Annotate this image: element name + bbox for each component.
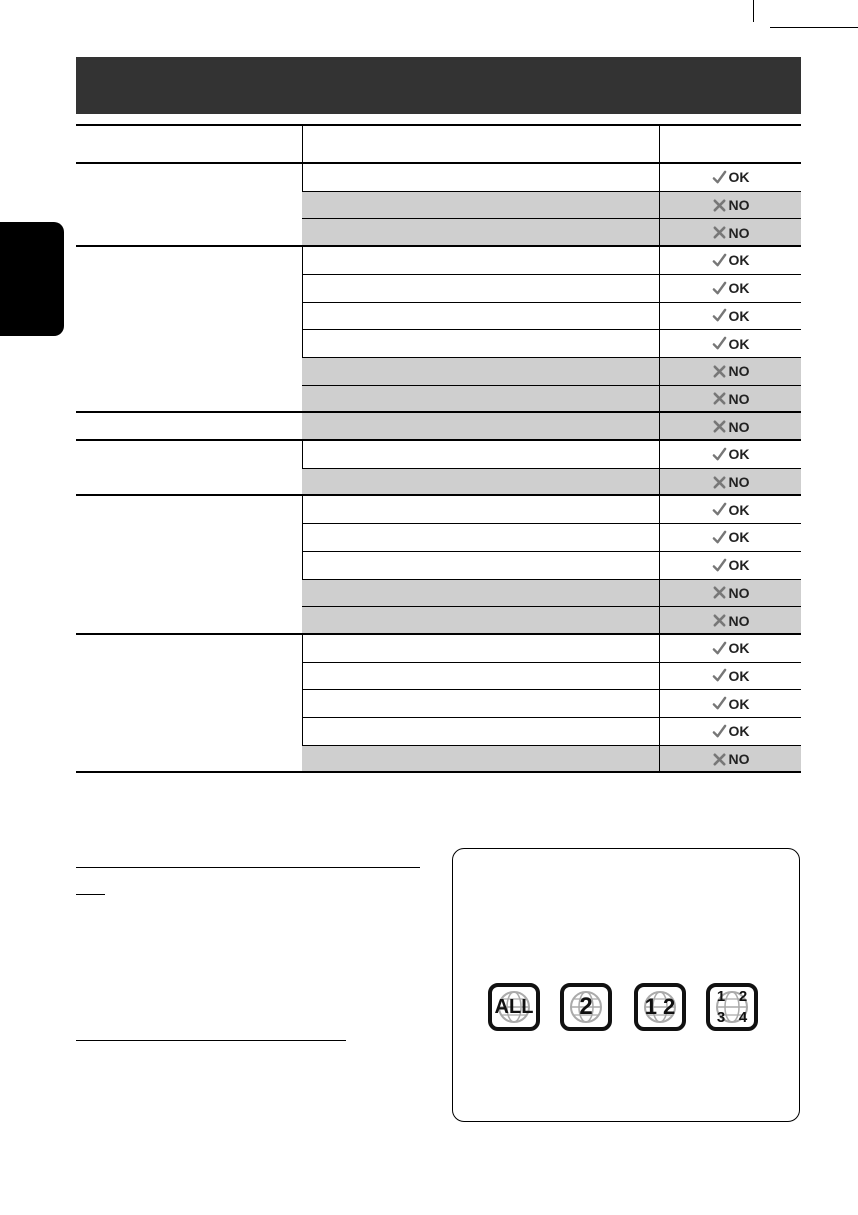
disc-description-cell (302, 663, 659, 690)
no-mark (712, 474, 750, 490)
language-side-tab (0, 222, 64, 336)
check-icon (712, 696, 727, 711)
region-all-label: ALL (494, 995, 534, 1018)
ok-mark (712, 640, 750, 656)
table-row (302, 303, 801, 330)
disc-description-cell (302, 746, 659, 773)
cross-icon (712, 613, 727, 628)
ok-label: OK (728, 280, 750, 297)
blank-underline-1 (76, 867, 420, 868)
no-label: NO (728, 390, 750, 407)
check-icon (712, 530, 727, 545)
cross-icon (712, 475, 727, 490)
cross-icon (712, 585, 727, 600)
disc-description-cell (302, 469, 659, 496)
ok-label: OK (728, 640, 750, 657)
playability-cell (660, 247, 801, 274)
no-label: NO (728, 224, 750, 241)
crop-mark-horizontal (770, 27, 858, 28)
region-all-icon (488, 983, 540, 1031)
ok-label: OK (728, 335, 750, 352)
ok-label: OK (728, 501, 750, 518)
disc-description-cell (302, 441, 659, 468)
ok-mark (712, 557, 750, 573)
ok-mark (712, 696, 750, 712)
check-icon (712, 253, 727, 268)
table-row (302, 275, 801, 302)
ok-label: OK (728, 529, 750, 546)
ok-mark (712, 336, 750, 352)
playability-cell (660, 635, 801, 662)
ok-mark (712, 668, 750, 684)
disc-description-cell (302, 607, 659, 634)
ok-mark (712, 529, 750, 545)
no-label: NO (728, 418, 750, 435)
ok-label: OK (728, 723, 750, 740)
check-icon (712, 281, 727, 296)
blank-underline-3 (76, 1040, 346, 1041)
no-mark (712, 197, 750, 213)
ok-label: OK (728, 667, 750, 684)
table-row (302, 607, 801, 634)
table-header-row (76, 126, 801, 163)
disc-description-cell (302, 164, 659, 191)
no-mark (712, 613, 750, 629)
playability-cell (660, 330, 801, 357)
ok-mark (712, 446, 750, 462)
no-mark (712, 585, 750, 601)
ok-label: OK (728, 557, 750, 574)
blank-underline-2 (76, 894, 105, 895)
cross-icon (712, 752, 727, 767)
check-icon (712, 336, 727, 351)
table-row (302, 413, 801, 440)
region-1-2-3-4-icon (706, 983, 758, 1031)
playability-cell (660, 663, 801, 690)
table-row (302, 746, 801, 773)
no-mark (712, 391, 750, 407)
playability-cell (660, 524, 801, 551)
ok-mark (712, 502, 750, 518)
playability-cell (660, 358, 801, 385)
disc-description-cell (302, 247, 659, 274)
disc-description-cell (302, 192, 659, 219)
table-row (302, 247, 801, 274)
table-row (302, 469, 801, 496)
disc-description-cell (302, 635, 659, 662)
disc-description-cell (302, 552, 659, 579)
cross-icon (712, 391, 727, 406)
no-label: NO (728, 363, 750, 380)
playability-cell (660, 469, 801, 496)
playability-cell (660, 192, 801, 219)
check-icon (712, 447, 727, 462)
check-icon (712, 170, 727, 185)
no-mark (712, 419, 750, 435)
playability-cell (660, 275, 801, 302)
table-row (302, 690, 801, 717)
table-bottom-rule (76, 771, 801, 773)
region-1-2-label: 1 2 (644, 994, 676, 1019)
crop-mark-vertical (753, 0, 754, 22)
ok-label: OK (728, 252, 750, 269)
no-mark (712, 225, 750, 241)
no-label: NO (728, 751, 750, 768)
ok-mark (712, 723, 750, 739)
table-row (302, 219, 801, 246)
disc-description-cell (302, 219, 659, 246)
region-digit-4: 4 (738, 1009, 748, 1026)
disc-description-cell (302, 303, 659, 330)
table-row (302, 386, 801, 413)
check-icon (712, 502, 727, 517)
region-digit-3: 3 (716, 1009, 726, 1026)
playability-cell (660, 413, 801, 440)
table-row (302, 552, 801, 579)
check-icon (712, 308, 727, 323)
check-icon (712, 724, 727, 739)
no-mark (712, 751, 750, 767)
cross-icon (712, 225, 727, 240)
no-label: NO (728, 612, 750, 629)
table-row (302, 441, 801, 468)
disc-description-cell (302, 690, 659, 717)
disc-description-cell (302, 275, 659, 302)
ok-label: OK (728, 169, 750, 186)
table-row (302, 663, 801, 690)
table-row (302, 496, 801, 523)
disc-description-cell (302, 413, 659, 440)
table-row (302, 635, 801, 662)
table-row (302, 718, 801, 745)
ok-mark (712, 252, 750, 268)
playability-cell (660, 746, 801, 773)
region-2-label: 2 (579, 993, 593, 1020)
playability-cell (660, 303, 801, 330)
region-code-box (452, 848, 800, 1122)
check-icon (712, 558, 727, 573)
ok-label: OK (728, 695, 750, 712)
playability-cell (660, 580, 801, 607)
ok-mark (712, 169, 750, 185)
disc-description-cell (302, 580, 659, 607)
cross-icon (712, 198, 727, 213)
region-1-2-3-4-label (710, 987, 754, 1027)
region-digit-2: 2 (738, 988, 748, 1005)
no-label: NO (728, 197, 750, 214)
section-header-bar (76, 57, 801, 114)
playability-cell (660, 690, 801, 717)
playability-cell (660, 386, 801, 413)
cross-icon (712, 419, 727, 434)
table-row (302, 358, 801, 385)
playability-cell (660, 718, 801, 745)
ok-mark (712, 280, 750, 296)
disc-description-cell (302, 718, 659, 745)
cross-icon (712, 364, 727, 379)
region-2-icon (560, 983, 612, 1031)
playability-cell (660, 164, 801, 191)
table-row (302, 164, 801, 191)
disc-description-cell (302, 330, 659, 357)
no-label: NO (728, 584, 750, 601)
no-label: NO (728, 474, 750, 491)
table-row (302, 580, 801, 607)
check-icon (712, 641, 727, 656)
playability-cell (660, 552, 801, 579)
disc-description-cell (302, 524, 659, 551)
playability-cell (660, 607, 801, 634)
table-row (302, 330, 801, 357)
region-digit-1: 1 (716, 988, 726, 1005)
check-icon (712, 668, 727, 683)
playability-cell (660, 441, 801, 468)
disc-description-cell (302, 358, 659, 385)
ok-mark (712, 308, 750, 324)
no-mark (712, 363, 750, 379)
table-row (302, 192, 801, 219)
ok-label: OK (728, 446, 750, 463)
disc-description-cell (302, 496, 659, 523)
table-row (302, 524, 801, 551)
ok-label: OK (728, 307, 750, 324)
region-1-2-icon (634, 983, 686, 1031)
disc-description-cell (302, 386, 659, 413)
playability-cell (660, 496, 801, 523)
playability-cell (660, 219, 801, 246)
